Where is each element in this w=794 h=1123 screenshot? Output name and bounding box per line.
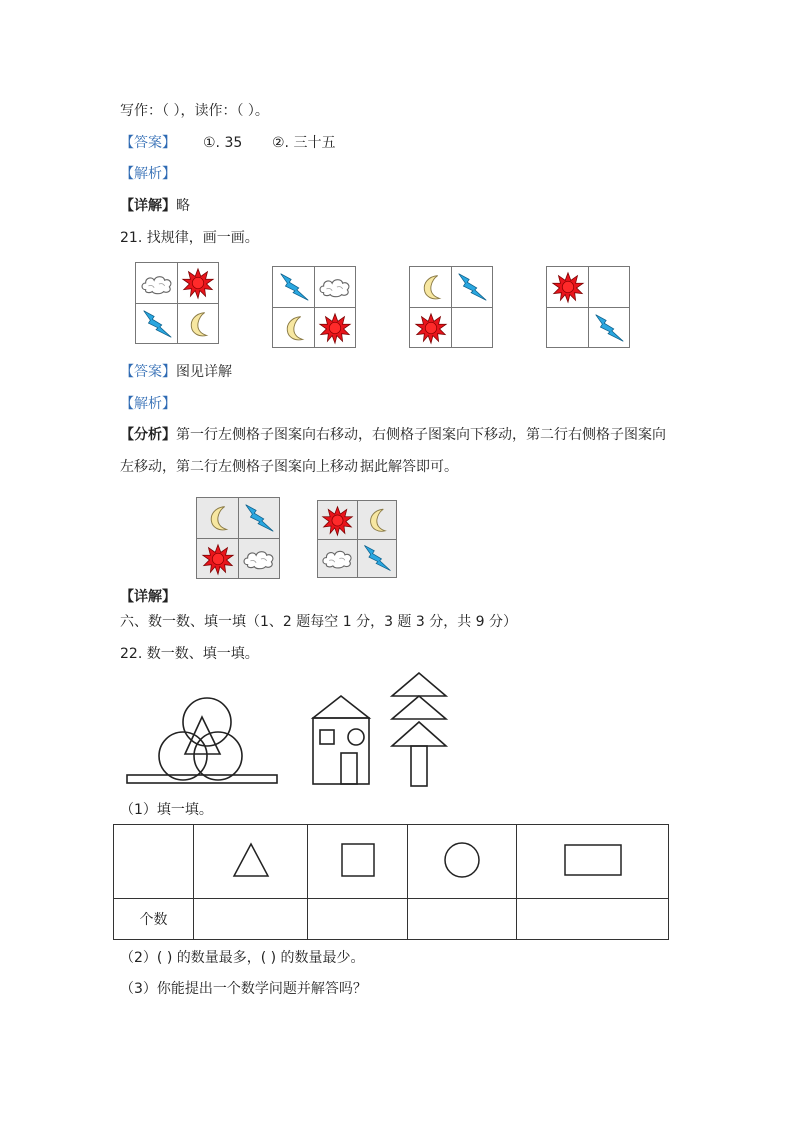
lightning-icon <box>359 540 395 576</box>
question-21: 21. 找规律，画一画。 <box>120 230 259 246</box>
answer-value-1: ①. 35 <box>203 135 243 151</box>
lightning-icon <box>453 268 491 306</box>
count-cell-triangle[interactable] <box>194 899 308 940</box>
sun-icon <box>412 309 450 347</box>
pattern-grid-2 <box>272 266 356 348</box>
table-header-circle <box>408 825 517 899</box>
cloud-icon <box>319 540 356 577</box>
moon-icon <box>412 268 450 306</box>
pattern-grid-4 <box>546 266 630 348</box>
detail-tag-2: 【详解】 <box>120 589 176 605</box>
fenxi-line-1: 第一行左侧格子图案向右移动，右侧格子图案向下移动，第二行右侧格子图案向 <box>176 427 666 443</box>
analysis-tag-2: 【解析】 <box>120 396 176 412</box>
sun-icon <box>316 309 354 347</box>
triangle-icon <box>231 840 271 880</box>
table-header-square <box>308 825 408 899</box>
sun-icon <box>319 502 356 539</box>
cloud-icon <box>138 265 176 303</box>
sun-icon <box>199 540 237 578</box>
house-window-square <box>320 730 334 744</box>
table-header-rectangle <box>517 825 669 899</box>
moon-icon <box>359 502 395 538</box>
count-table <box>113 824 669 940</box>
fenxi-line-2b: 据此解答即可。 <box>360 459 458 475</box>
fenxi-tag: 【分析】 <box>120 427 176 443</box>
moon-icon <box>179 305 217 343</box>
answer-grid-1 <box>196 497 280 579</box>
count-cell-rectangle[interactable] <box>517 899 669 940</box>
rectangle-icon <box>563 843 623 877</box>
detail-tag: 【详解】 <box>120 198 176 214</box>
lightning-icon <box>138 305 176 343</box>
shapes-figure <box>120 668 460 792</box>
lightning-icon <box>240 499 278 537</box>
sub-question-1: （1）填一填。 <box>120 802 213 818</box>
house-window-circle <box>348 729 364 745</box>
lightning-icon <box>275 268 313 306</box>
rectangle-base <box>127 775 277 783</box>
house-roof-triangle <box>313 696 369 718</box>
square-icon <box>340 842 376 878</box>
count-cell-square[interactable] <box>308 899 408 940</box>
lightning-icon <box>590 309 628 347</box>
count-cell-circle[interactable] <box>408 899 517 940</box>
section-6-title: 六、数一数、填一填（1、2 题每空 1 分，3 题 3 分，共 9 分） <box>120 614 518 630</box>
sun-icon <box>179 264 217 302</box>
table-header-triangle <box>194 825 308 899</box>
tree-triangle <box>392 722 446 746</box>
table-corner-cell <box>114 825 194 899</box>
sub-question-2: （2）( ) 的数量最多，( ) 的数量最少。 <box>120 950 365 966</box>
cloud-icon <box>316 268 354 306</box>
answer-grid-2 <box>317 500 397 578</box>
sun-icon <box>549 268 587 306</box>
circle-shape <box>183 698 231 746</box>
moon-icon <box>199 499 237 537</box>
answer-value-2: ②. 三十五 <box>272 135 336 151</box>
answer-tag: 【答案】 <box>120 135 176 151</box>
tree-triangle <box>392 696 446 719</box>
house-door-rectangle <box>341 753 357 784</box>
fenxi-line-2: 左移动，第二行左侧格子图案向上移动 <box>120 459 358 475</box>
analysis-tag: 【解析】 <box>120 166 176 182</box>
circle-shape <box>194 732 242 780</box>
cloud-icon <box>240 540 278 578</box>
tree-triangle <box>392 673 446 696</box>
pattern-grid-3 <box>409 266 493 348</box>
circle-icon <box>443 841 481 879</box>
tree-trunk-rectangle <box>411 746 427 786</box>
moon-icon <box>275 309 313 347</box>
table-row-label: 个数 <box>114 899 194 940</box>
triangle-shape <box>185 717 220 754</box>
sub-question-3: （3）你能提出一个数学问题并解答吗？ <box>120 981 367 997</box>
answer-tag-2: 【答案】 <box>120 364 176 380</box>
write-read-line: 写作：（ ），读作：（ ）。 <box>120 103 269 119</box>
detail-text: 略 <box>176 198 190 214</box>
question-22: 22. 数一数、填一填。 <box>120 646 259 662</box>
answer-text-2: 图见详解 <box>176 364 232 380</box>
pattern-grid-1 <box>135 262 219 344</box>
